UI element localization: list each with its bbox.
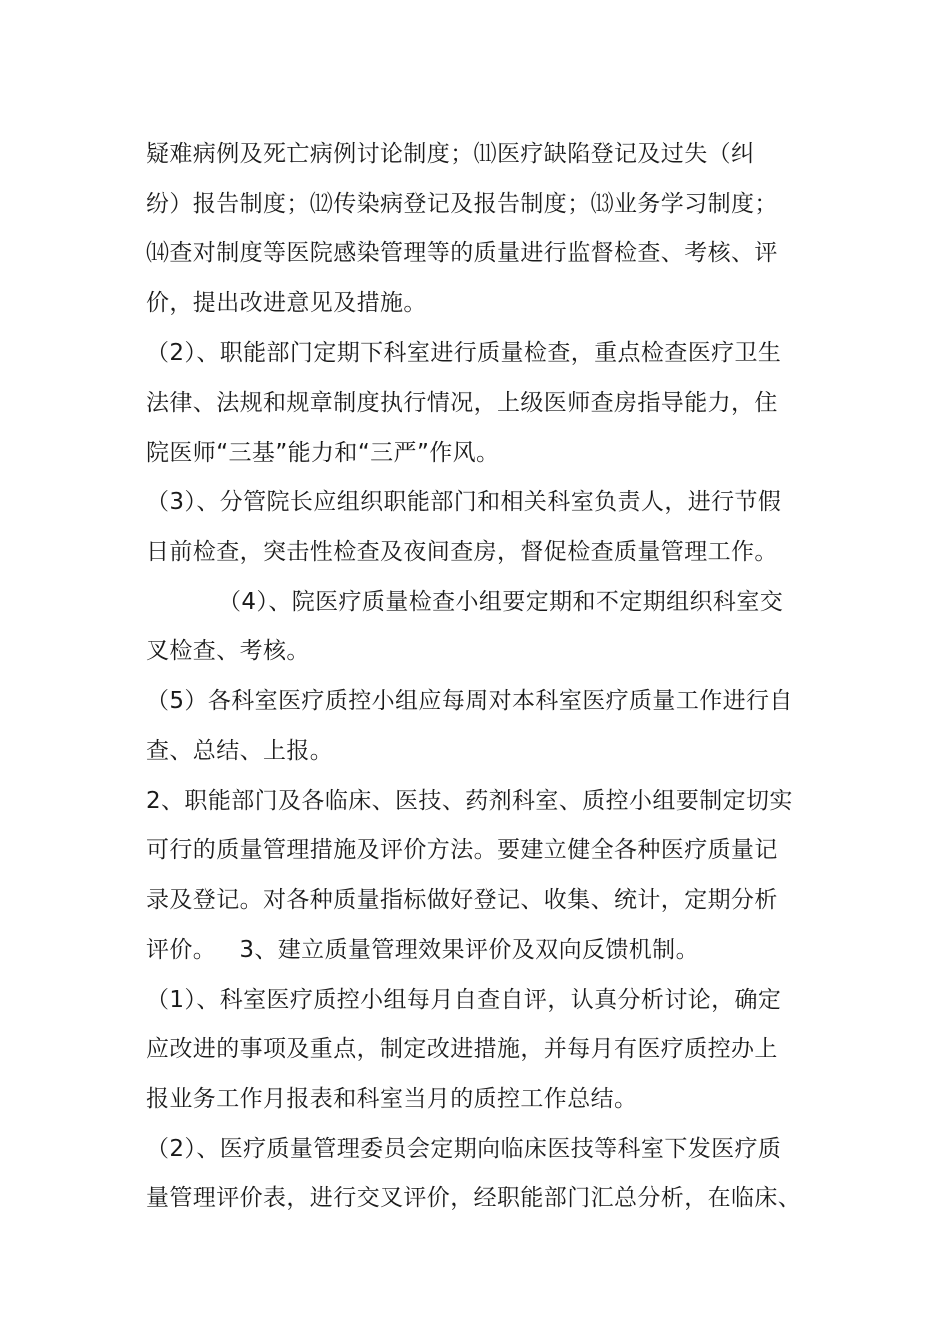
text-line: 录及登记。对各种质量指标做好登记、收集、统计，定期分析 — [146, 887, 778, 913]
text-line: 纷）报告制度；⑿传染病登记及报告制度；⒀业务学习制度； — [146, 191, 778, 217]
text-line: 2、职能部门及各临床、医技、药剂科室、质控小组要制定切实 — [146, 788, 793, 814]
text-line: 价，提出改进意见及措施。 — [146, 290, 427, 316]
text-line: 院医师“三基”能力和“三严”作风。 — [146, 440, 500, 466]
text-line: （1）、科室医疗质控小组每月自查自评，认真分析讨论，确定 — [146, 987, 782, 1013]
text-line: 查、总结、上报。 — [146, 738, 334, 764]
text-line: （2）、职能部门定期下科室进行质量检查，重点检查医疗卫生 — [146, 340, 782, 366]
text-line: 应改进的事项及重点，制定改进措施，并每月有医疗质控办上 — [146, 1036, 778, 1062]
text-line: ⒁查对制度等医院感染管理等的质量进行监督检查、考核、评 — [146, 240, 778, 266]
text-line: 叉检查、考核。 — [146, 638, 310, 664]
text-line: 疑难病例及死亡病例讨论制度；⑾医疗缺陷登记及过失（纠 — [146, 141, 755, 167]
text-line: （3）、分管院长应组织职能部门和相关科室负责人，进行节假 — [146, 489, 782, 515]
text-line: （4）、院医疗质量检查小组要定期和不定期组织科室交 — [218, 589, 784, 615]
text-line: （2）、医疗质量管理委员会定期向临床医技等科室下发医疗质 — [146, 1136, 782, 1162]
text-line: 评价。 3、建立质量管理效果评价及双向反馈机制。 — [146, 937, 699, 963]
text-line: 报业务工作月报表和科室当月的质控工作总结。 — [146, 1086, 638, 1112]
text-line: 法律、法规和规章制度执行情况，上级医师查房指导能力，住 — [146, 390, 778, 416]
text-line: 日前检查，突击性检查及夜间查房，督促检查质量管理工作。 — [146, 539, 778, 565]
text-line: 可行的质量管理措施及评价方法。要建立健全各种医疗质量记 — [146, 837, 778, 863]
text-line: 量管理评价表，进行交叉评价，经职能部门汇总分析，在临床、 — [146, 1185, 802, 1211]
text-line: （5）各科室医疗质控小组应每周对本科室医疗质量工作进行自 — [146, 688, 793, 714]
